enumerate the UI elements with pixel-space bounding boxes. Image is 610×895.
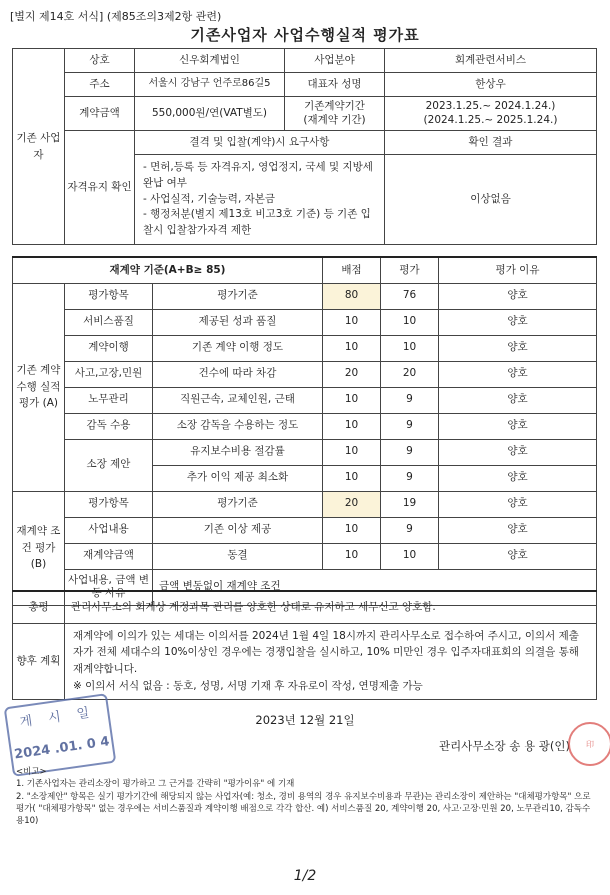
- row-weight: 10: [323, 465, 381, 491]
- eval-criteria-header: 재계약 기준(A+B≥ 85): [13, 257, 323, 283]
- posting-date-stamp: [4, 693, 117, 777]
- row-item: 평가항목: [65, 283, 153, 309]
- eval-reason-header: 평가 이유: [439, 257, 597, 283]
- eval-score-header: 평가: [381, 257, 439, 283]
- row-score: 9: [381, 439, 439, 465]
- row-item: 노무관리: [65, 387, 153, 413]
- row-score: 9: [381, 413, 439, 439]
- row-criteria: 평가기준: [153, 491, 323, 517]
- row-weight: 10: [323, 543, 381, 569]
- signer-name: 관리사무소장 송 용 광(인): [438, 739, 570, 753]
- row-weight: 10: [323, 309, 381, 335]
- row-item: 재계약금액: [65, 543, 153, 569]
- row-criteria: 기존 이상 제공: [153, 517, 323, 543]
- row-item-manager: 소장 제안: [65, 439, 153, 491]
- row-score: 20: [381, 361, 439, 387]
- label-contract-period-line1: 기존계약기간: [304, 100, 365, 113]
- qualification-result-header: 확인 결과: [385, 131, 597, 155]
- row-score: 19: [381, 491, 439, 517]
- row-criteria: 평가기준: [153, 283, 323, 309]
- business-info-table: [12, 48, 597, 245]
- section-b-label: 재계약 조건 평가 (B): [13, 491, 65, 605]
- signature-date: 2023년 12월 21일: [255, 713, 355, 727]
- row-item: 계약이행: [65, 335, 153, 361]
- qualification-label: 자격유지 확인: [65, 131, 135, 245]
- label-contract-amount: 계약금액: [65, 97, 135, 131]
- label-company: 상호: [65, 49, 135, 73]
- value-contract-period-line2: (2024.1.25.~ 2025.1.24.): [423, 113, 558, 126]
- row-weight: 20: [323, 491, 381, 517]
- label-ceo: 대표자 성명: [285, 73, 385, 97]
- section-a-label: 기존 계약 수행 실적 평가 (A): [13, 283, 65, 491]
- change-reason-value: 금액 변동없이 재계약 조건: [153, 569, 597, 605]
- row-weight: 10: [323, 413, 381, 439]
- form-number-label: [별지 제14호 서식] (제85조의3제2항 관련): [10, 10, 222, 23]
- row-score: 76: [381, 283, 439, 309]
- row-item: 평가항목: [65, 491, 153, 517]
- row-weight: 10: [323, 387, 381, 413]
- remark-item: 2. "소장제안" 항목은 실기 평가기간에 해당되지 않는 사업자(예: 청소, 경비 용역의 경우 유지보수비용과 무관)는 관리소장이 제안하는 "대체평가항목" 으로 평가( "대체평가항목" 없는 경우에는 서비스품질과 계약이행 배점으로 각각 합산. 예) 서비스품질 20, 계약이행 20, 사고·고장·민원 20, 노무관리10, 감독수용10): [16, 791, 591, 827]
- row-reason: 양호: [439, 517, 597, 543]
- review-table: [12, 590, 597, 700]
- row-criteria: 직원근속, 교체인원, 근태: [153, 387, 323, 413]
- row-weight: 80: [323, 283, 381, 309]
- value-company: 신우회계법인: [135, 49, 285, 73]
- label-field: 사업분야: [285, 49, 385, 73]
- row-score: 9: [381, 387, 439, 413]
- row-weight: 10: [323, 335, 381, 361]
- row-reason: 양호: [439, 387, 597, 413]
- label-contract-period: [285, 97, 385, 131]
- requirement-item: - 행정처분(별지 제13호 비고3호 기준) 등 기존 입찰시 입찰참가자격 제한: [143, 208, 371, 237]
- row-criteria: 소장 감독을 수용하는 정도: [153, 413, 323, 439]
- seal-stamp: [568, 722, 610, 766]
- value-field: 회계관련서비스: [385, 49, 597, 73]
- row-score: 10: [381, 543, 439, 569]
- qualification-req-header: 결격 및 입찰(계약)시 요구사항: [135, 131, 385, 155]
- business-section-label: 기존 사업자: [13, 49, 65, 245]
- qualification-requirements: [135, 155, 385, 245]
- label-contract-period-line2: (재계약 기간): [303, 113, 366, 126]
- row-reason: 양호: [439, 335, 597, 361]
- requirement-item: - 사업실적, 기술능력, 자본금: [143, 192, 276, 205]
- row-criteria: 기존 계약 이행 정도: [153, 335, 323, 361]
- row-item: 감독 수용: [65, 413, 153, 439]
- row-item: 사고,고장,민원: [65, 361, 153, 387]
- row-reason: 양호: [439, 543, 597, 569]
- row-criteria: 동결: [153, 543, 323, 569]
- posting-stamp-date: 2024 .01. 0 4: [13, 734, 111, 763]
- qualification-result: 이상없음: [385, 155, 597, 245]
- row-reason: 양호: [439, 465, 597, 491]
- remark-item: 1. 기존사업자는 관리소장이 평가하고 그 근거를 간략히 "평가이유" 에 기재: [16, 779, 295, 790]
- document-title: 기존사업자 사업수행실적 평가표: [190, 26, 420, 44]
- value-contract-period: [385, 97, 597, 131]
- row-item: 사업내용: [65, 517, 153, 543]
- value-contract-amount: 550,000원/연(VAT별도): [135, 97, 285, 131]
- row-item: 서비스품질: [65, 309, 153, 335]
- row-score: 9: [381, 517, 439, 543]
- evaluation-table: [12, 256, 597, 606]
- future-plan-note: ※ 이의서 서식 없음 : 동호, 성명, 서명 기재 후 자유로이 작성, 연명제출 가능: [73, 679, 423, 692]
- row-score: 10: [381, 309, 439, 335]
- row-reason: 양호: [439, 309, 597, 335]
- value-contract-period-line1: 2023.1.25.~ 2024.1.24.): [425, 100, 556, 113]
- row-reason: 양호: [439, 491, 597, 517]
- posting-stamp-title: 게 시 일: [18, 704, 97, 731]
- row-reason: 양호: [439, 283, 597, 309]
- future-plan-label: 향후 계획: [13, 623, 65, 699]
- row-reason: 양호: [439, 439, 597, 465]
- row-reason: 양호: [439, 361, 597, 387]
- remarks-heading: <비고>: [16, 767, 47, 777]
- row-criteria: 제공된 성과 품질: [153, 309, 323, 335]
- row-criteria: 건수에 따라 차감: [153, 361, 323, 387]
- remarks-section: [16, 766, 596, 828]
- row-weight: 20: [323, 361, 381, 387]
- future-plan-cell: [65, 623, 597, 699]
- value-ceo: 한상우: [385, 73, 597, 97]
- seal-icon: 印: [586, 739, 594, 749]
- requirement-item: - 면허,등록 등 자격유지, 영업정지, 국세 및 지방세 완납 여부: [143, 161, 373, 189]
- review-label: 총평: [13, 591, 65, 623]
- row-criteria: 유지보수비용 절감률: [153, 439, 323, 465]
- change-reason-label: 사업내용, 금액 변동 사유: [65, 569, 153, 605]
- row-score: 9: [381, 465, 439, 491]
- row-weight: 10: [323, 517, 381, 543]
- review-text: 관리사무소의 회계상 계정과목 관리를 양호한 상태로 유지하고 세무신고 양호함.: [65, 591, 597, 623]
- label-address: 주소: [65, 73, 135, 97]
- row-score: 10: [381, 335, 439, 361]
- row-criteria: 추가 이익 제공 최소화: [153, 465, 323, 491]
- future-plan-text: 재계약에 이의가 있는 세대는 이의서를 2024년 1월 4일 18시까지 관리사무소로 접수하여 주시고, 이의서 제출자가 전체 세대수의 10%이상인 경우에는 경쟁입찰을 실시하고, 10% 미만인 경우 입주자대표회의 의결을 통해 재계약합니다.: [73, 629, 579, 676]
- row-reason: 양호: [439, 413, 597, 439]
- page-number: 1/2: [293, 868, 317, 884]
- value-address: 서울시 강남구 언주로86길5: [135, 73, 285, 97]
- row-weight: 10: [323, 439, 381, 465]
- eval-weight-header: 배점: [323, 257, 381, 283]
